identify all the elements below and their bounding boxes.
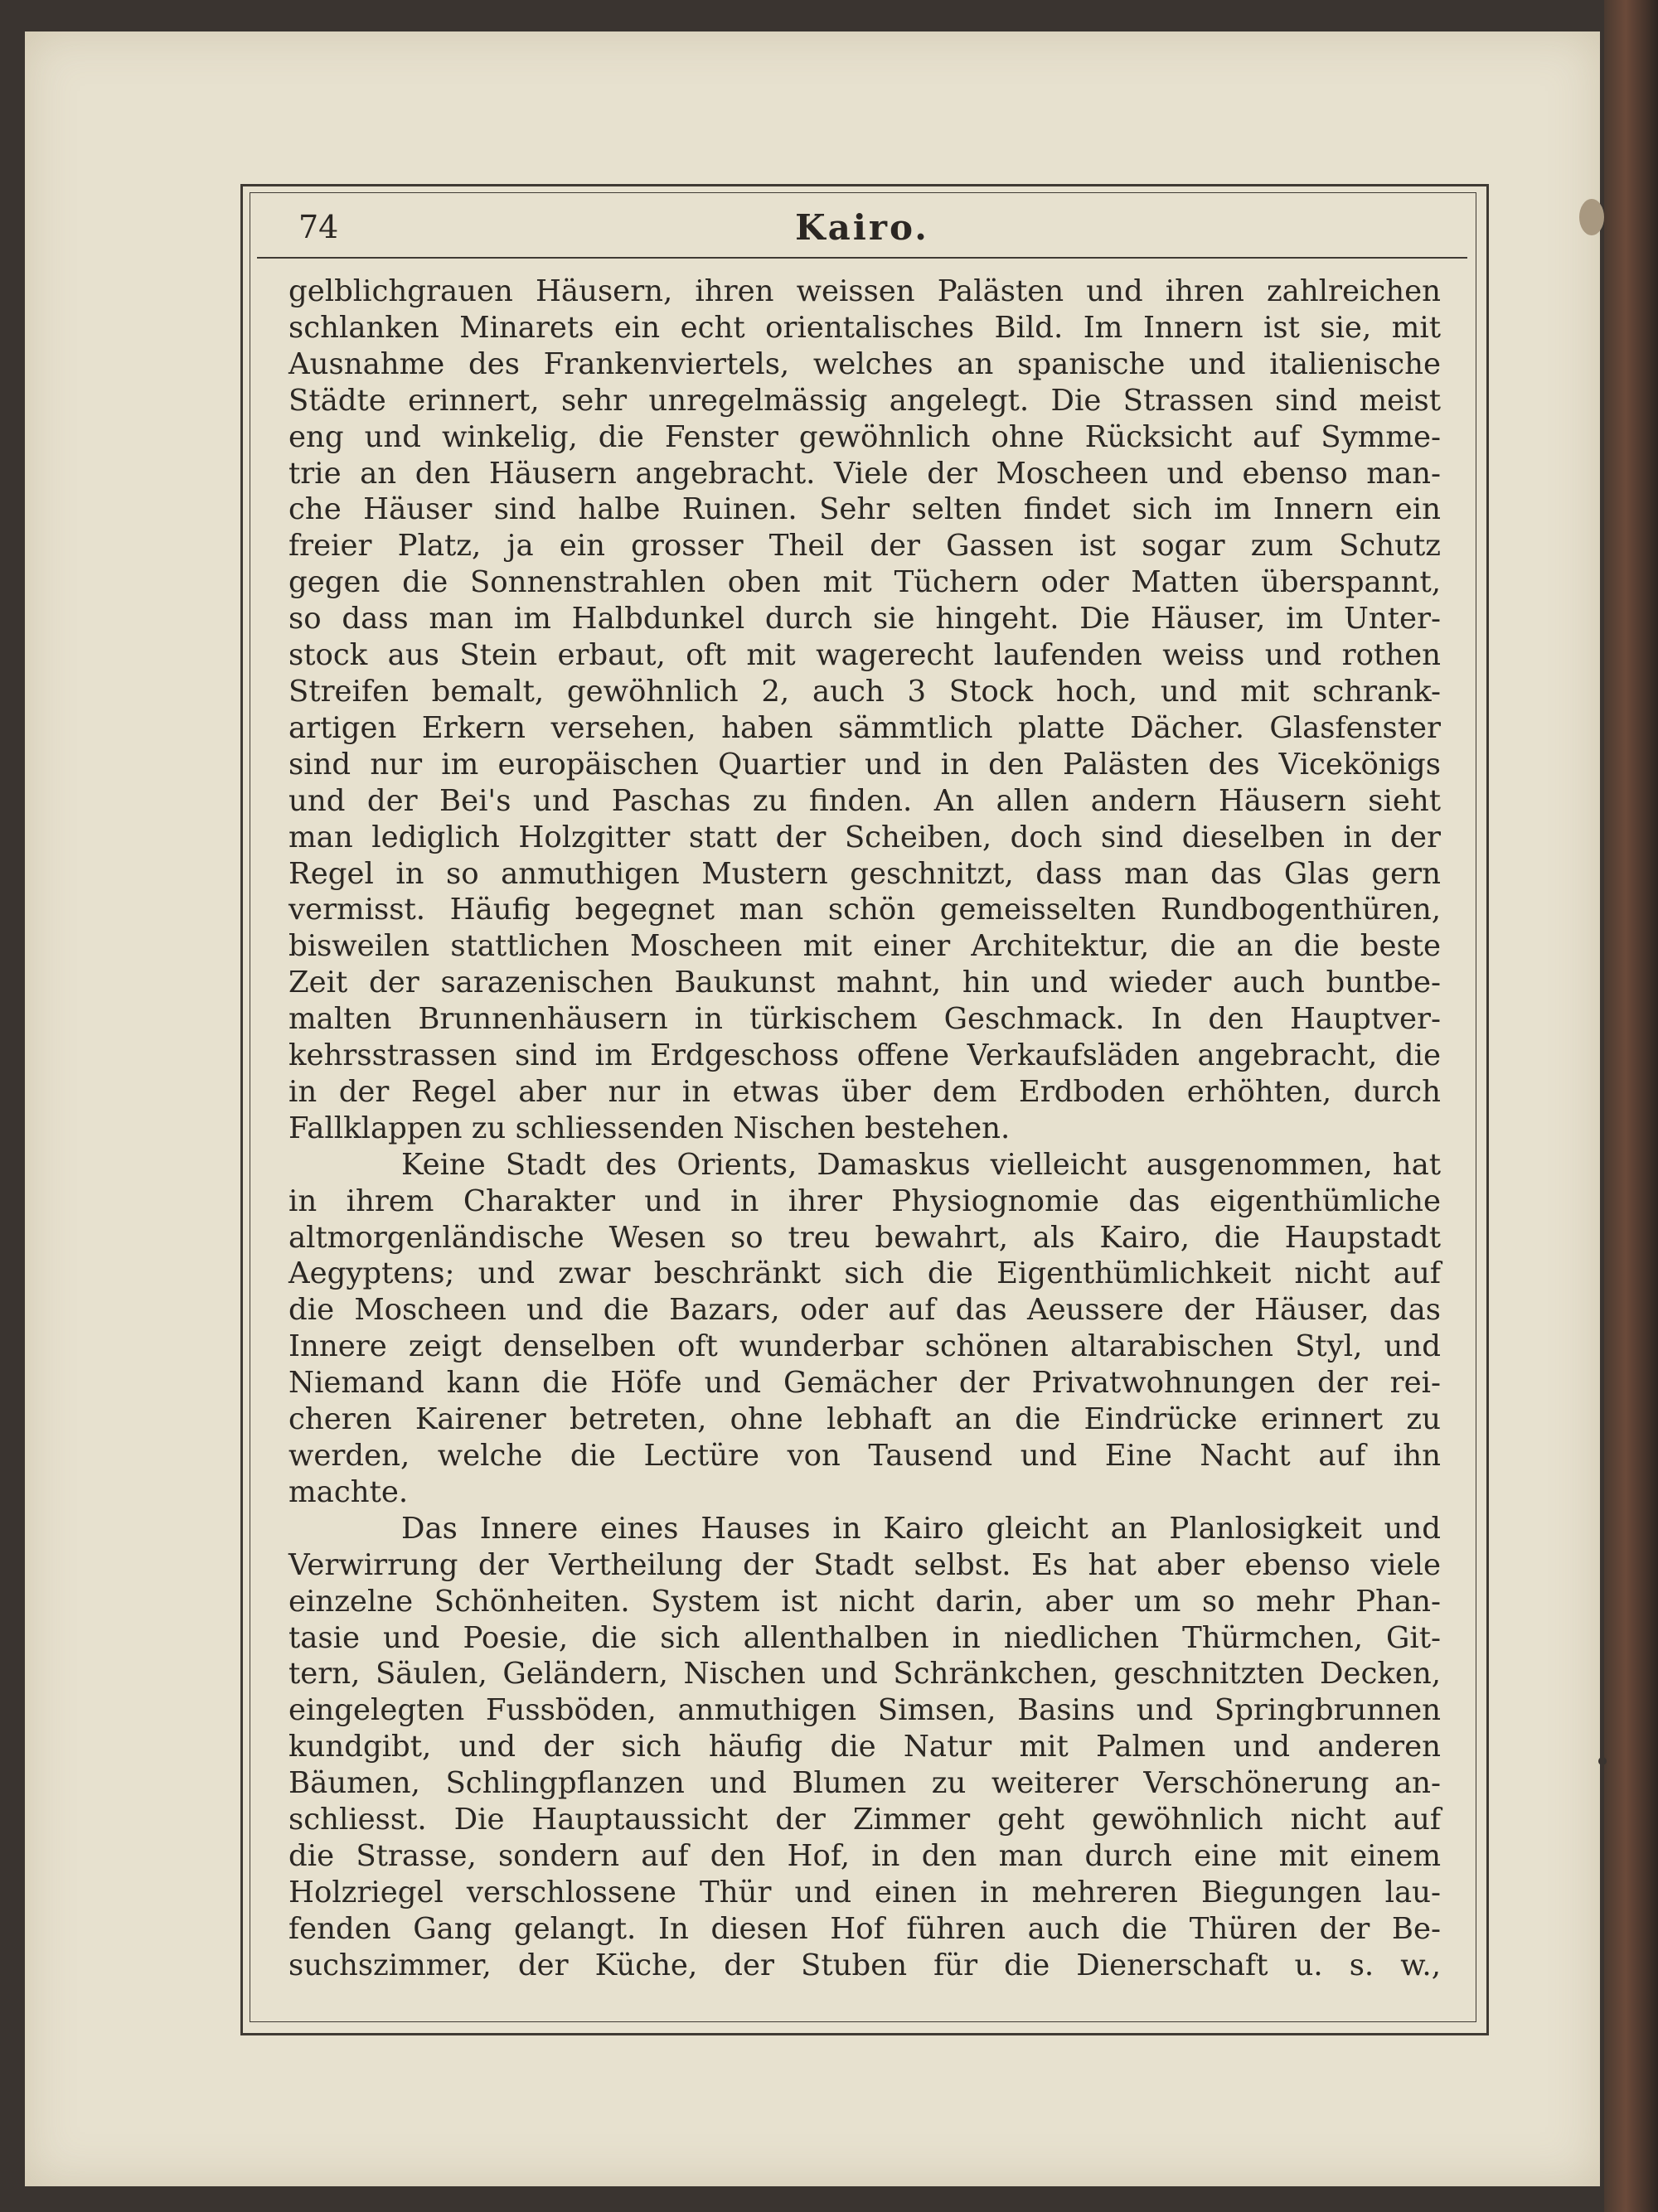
book-spine [1604, 0, 1658, 2212]
text-line: sind nur im europäischen Quartier und in den Palästen des Vicekönigs [288, 747, 1441, 782]
text-line: Niemand kann die Höfe und Gemächer der Privatwohnungen der rei- [288, 1366, 1441, 1401]
page-number: 74 [298, 209, 339, 245]
text-line: bisweilen stattlichen Moscheen mit einer Architektur, die an die beste [288, 929, 1441, 964]
text-line: Verwirrung der Vertheilung der Stadt selbst. Es hat aber ebenso viele [288, 1547, 1441, 1582]
text-line: die Moscheen und die Bazars, oder auf das Aeussere der Häuser, das [288, 1293, 1441, 1328]
running-title: Kairo. [795, 207, 929, 248]
text-line: malten Brunnenhäusern in türkischem Geschmack. In den Hauptver- [288, 1002, 1441, 1037]
text-line: freier Platz, ja ein grosser Theil der Gassen ist sogar zum Schutz [288, 529, 1441, 564]
body-text [288, 273, 1441, 1984]
text-line: eng und winkelig, die Fenster gewöhnlich ohne Rücksicht auf Symme- [288, 419, 1441, 454]
paper-stain [1579, 199, 1604, 235]
text-line: schliesst. Die Hauptaussicht der Zimmer geht gewöhnlich nicht auf [288, 1803, 1441, 1837]
text-line: machte. [288, 1474, 409, 1509]
text-line: Städte erinnert, sehr unregelmässig angelegt. Die Strassen sind meist [288, 383, 1441, 418]
text-line: die Strasse, sondern auf den Hof, in den man durch eine mit einem [288, 1838, 1441, 1873]
text-line: altmorgenländische Wesen so treu bewahrt, als Kairo, die Haupstadt [288, 1220, 1441, 1255]
text-line: artigen Erkern versehen, haben sämmtlich platte Dächer. Glasfenster [288, 710, 1441, 745]
text-line: werden, welche die Lectüre von Tausend und Eine Nacht auf ihn [288, 1439, 1441, 1473]
text-line: trie an den Häusern angebracht. Viele der Moscheen und ebenso man- [288, 456, 1441, 491]
text-line: kehrsstrassen sind im Erdgeschoss offene Verkaufsläden angebracht, die [288, 1038, 1441, 1073]
running-header [257, 206, 1467, 259]
text-line: man lediglich Holzgitter statt der Scheiben, doch sind dieselben in der [288, 820, 1441, 854]
text-line: stock aus Stein erbaut, oft mit wagerecht laufenden weiss und rothen [288, 638, 1441, 673]
text-line: in ihrem Charakter und in ihrer Physiognomie das eigenthümliche [288, 1183, 1441, 1218]
text-line: schlanken Minarets ein echt orientalisches Bild. Im Innern ist sie, mit [288, 310, 1441, 345]
text-line: Fallklappen zu schliessenden Nischen bestehen. [288, 1111, 1011, 1145]
text-line: Streifen bemalt, gewöhnlich 2, auch 3 Stock hoch, und mit schrank- [288, 674, 1441, 709]
text-line: che Häuser sind halbe Ruinen. Sehr selten findet sich im Innern ein [288, 492, 1441, 527]
text-line: tern, Säulen, Geländern, Nischen und Schränkchen, geschnitzten Decken, [288, 1657, 1441, 1692]
text-line: fenden Gang gelangt. In diesen Hof führen auch die Thüren der Be- [288, 1911, 1441, 1946]
text-line: Keine Stadt des Orients, Damaskus vielleicht ausgenommen, hat [401, 1147, 1441, 1182]
text-line: Ausnahme des Frankenviertels, welches an spanische und italienische [288, 346, 1441, 381]
text-line: cheren Kairener betreten, ohne lebhaft an die Eindrücke erinnert zu [288, 1402, 1441, 1437]
text-line: und der Bei's und Paschas zu finden. An allen andern Häusern sieht [288, 783, 1441, 818]
text-line: Aegyptens; und zwar beschränkt sich die Eigenthümlichkeit nicht auf [288, 1256, 1441, 1291]
text-line: in der Regel aber nur in etwas über dem Erdboden erhöhten, durch [288, 1074, 1441, 1109]
text-line: kundgibt, und der sich häufig die Natur mit Palmen und anderen [288, 1730, 1441, 1764]
text-line: tasie und Poesie, die sich allenthalben in niedlichen Thürmchen, Git- [288, 1620, 1441, 1655]
text-line: so dass man im Halbdunkel durch sie hingeht. Die Häuser, im Unter- [288, 602, 1441, 636]
text-line: gelblichgrauen Häusern, ihren weissen Palästen und ihren zahlreichen [288, 274, 1441, 308]
paper-stain [1598, 1757, 1607, 1765]
text-line: gegen die Sonnenstrahlen oben mit Tüchern oder Matten überspannt, [288, 565, 1441, 600]
text-line: suchszimmer, der Küche, der Stuben für die Dienerschaft u. s. w., [288, 1948, 1441, 1982]
text-line: Holzriegel verschlossene Thür und einen in mehreren Biegungen lau- [288, 1875, 1441, 1909]
text-line: Das Innere eines Hauses in Kairo gleicht an Planlosigkeit und [401, 1511, 1441, 1546]
text-line: Bäumen, Schlingpflanzen und Blumen zu weiterer Verschönerung an- [288, 1766, 1441, 1801]
text-line: eingelegten Fussböden, anmuthigen Simsen, Basins und Springbrunnen [288, 1693, 1441, 1728]
text-line: Innere zeigt denselben oft wunderbar schönen altarabischen Styl, und [288, 1329, 1441, 1364]
text-line: Zeit der sarazenischen Baukunst mahnt, hin und wieder auch buntbe- [288, 966, 1441, 1000]
text-line: Regel in so anmuthigen Mustern geschnitzt, dass man das Glas gern [288, 856, 1441, 891]
text-line: einzelne Schönheiten. System ist nicht darin, aber um so mehr Phan- [288, 1584, 1441, 1619]
text-line: vermisst. Häufig begegnet man schön gemeisselten Rundbogenthüren, [288, 893, 1441, 927]
